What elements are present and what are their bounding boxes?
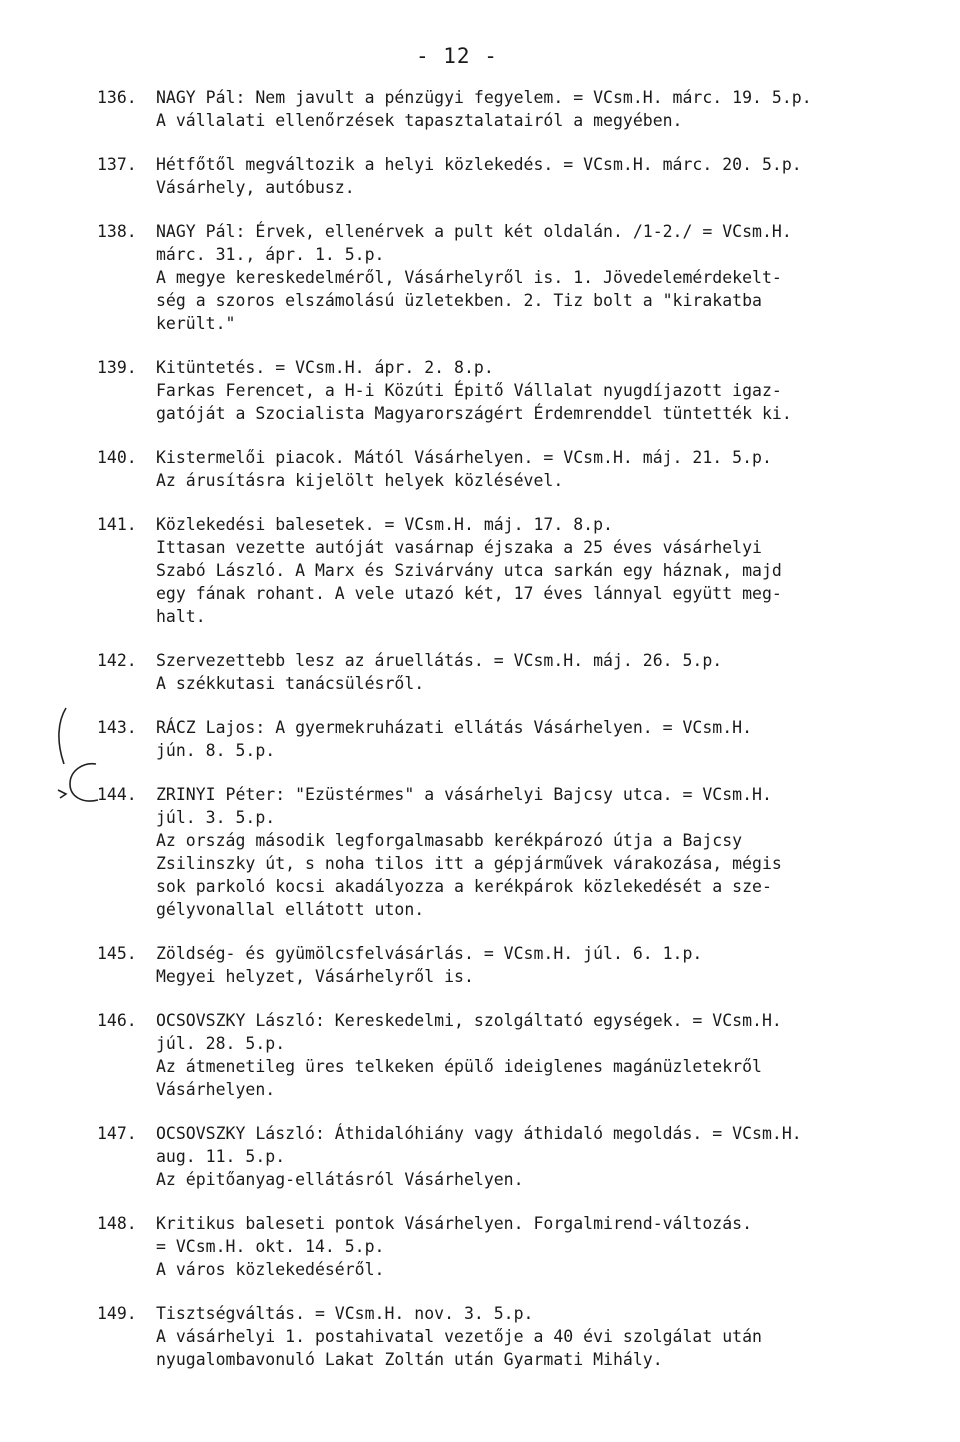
entry (0, 220, 960, 335)
entry-text-line: Az átmenetileg üres telkeken épülő ideiglenes magánüzletekről (156, 1057, 762, 1076)
entry-number: 142. (97, 651, 137, 670)
entry-text-line: ség a szoros elszámolású üzletekben. 2. Tiz bolt a "kirakatba (156, 291, 762, 310)
entry-number: 139. (97, 358, 137, 377)
entry-text-line: Ittasan vezette autóját vasárnap éjszaka a 25 éves vásárhelyi (156, 538, 762, 557)
entry-text-line: Hétfőtől megváltozik a helyi közlekedés. = VCsm.H. márc. 20. 5.p. (156, 155, 802, 174)
entry-text-line: Zöldség- és gyümölcsfelvásárlás. = VCsm.H. júl. 6. 1.p. (156, 944, 703, 963)
entry-text-line: júl. 28. 5.p. (156, 1034, 286, 1053)
entry (0, 153, 960, 199)
entry-text-line: NAGY Pál: Nem javult a pénzügyi fegyelem. = VCsm.H. márc. 19. 5.p. (156, 88, 812, 107)
handwritten-bracket-mark (52, 706, 72, 766)
entry-number: 143. (97, 718, 137, 737)
entry-number: 140. (97, 448, 137, 467)
entry-text-line: halt. (156, 607, 206, 626)
entry-number: 146. (97, 1011, 137, 1030)
entry-text-line: = VCsm.H. okt. 14. 5.p. (156, 1237, 385, 1256)
entry (0, 513, 960, 628)
entry-text-line: Szabó László. A Marx és Szivárvány utca sarkán egy háznak, majd (156, 561, 782, 580)
entry-text-line: került." (156, 314, 236, 333)
entry (0, 942, 960, 988)
entry-text-line: OCSOVSZKY László: Áthidalóhiány vagy áthidaló megoldás. = VCsm.H. (156, 1124, 802, 1143)
entry (0, 716, 960, 762)
entry-text-line: Az ország második legforgalmasabb kerékpározó útja a Bajcsy (156, 831, 743, 850)
entry (0, 86, 960, 132)
entry (0, 446, 960, 492)
entry-number: 138. (97, 222, 137, 241)
entry-text-line: A megye kereskedelméről, Vásárhelyről is. 1. Jövedelemérdekelt- (156, 268, 782, 287)
entry-text-line: júl. 3. 5.p. (156, 808, 276, 827)
entry (0, 1122, 960, 1191)
entry (0, 783, 960, 921)
entry (0, 1212, 960, 1281)
entry-text-line: gatóját a Szocialista Magyarországért Érdemrenddel tüntették ki. (156, 404, 792, 423)
entry-text-line: márc. 31., ápr. 1. 5.p. (156, 245, 385, 264)
entry-text-line: Kritikus baleseti pontok Vásárhelyen. Forgalmirend-változás. (156, 1214, 753, 1233)
entry-text-line: A vállalati ellenőrzések tapasztalatairól a megyében. (156, 111, 683, 130)
entry-text-line: RÁCZ Lajos: A gyermekruházati ellátás Vásárhelyen. = VCsm.H. (156, 718, 753, 737)
entry-text-line: OCSOVSZKY László: Kereskedelmi, szolgáltató egységek. = VCsm.H. (156, 1011, 782, 1030)
entry-text-line: Farkas Ferencet, a H-i Közúti Épitő Vállalat nyugdíjazott igaz- (156, 381, 782, 400)
entry-text-line: aug. 11. 5.p. (156, 1147, 286, 1166)
entry-text-line: Vásárhelyen. (156, 1080, 276, 1099)
entry-text-line: sok parkoló kocsi akadályozza a kerékpárok közlekedését a sze- (156, 877, 772, 896)
entry-number: 148. (97, 1214, 137, 1233)
handwritten-circle-mark (56, 760, 102, 808)
entry-text-line: A székkutasi tanácsülésről. (156, 674, 425, 693)
entry-number: 145. (97, 944, 137, 963)
entry-text-line: Megyei helyzet, Vásárhelyről is. (156, 967, 474, 986)
page-number: - 12 - (416, 44, 498, 68)
entry-number: 137. (97, 155, 137, 174)
entry-text-line: NAGY Pál: Érvek, ellenérvek a pult két oldalán. /1-2./ = VCsm.H. (156, 222, 792, 241)
entry-text-line: Vásárhely, autóbusz. (156, 178, 355, 197)
entry-number: 149. (97, 1304, 137, 1323)
entry-text-line: Kitüntetés. = VCsm.H. ápr. 2. 8.p. (156, 358, 494, 377)
entry (0, 356, 960, 425)
entry-text-line: Az árusításra kijelölt helyek közlésével. (156, 471, 564, 490)
entry-text-line: A város közlekedéséről. (156, 1260, 385, 1279)
entry-text-line: egy fának rohant. A vele utazó két, 17 éves lánnyal együtt meg- (156, 584, 782, 603)
entry-text-line: Közlekedési balesetek. = VCsm.H. máj. 17. 8.p. (156, 515, 613, 534)
entry-number: 144. (97, 785, 137, 804)
entry (0, 649, 960, 695)
entry-text-line: gélyvonallal ellátott uton. (156, 900, 425, 919)
entry (0, 1009, 960, 1101)
entry-text-line: Szervezettebb lesz az áruellátás. = VCsm.H. máj. 26. 5.p. (156, 651, 723, 670)
entry-text-line: nyugalombavonuló Lakat Zoltán után Gyarmati Mihály. (156, 1350, 663, 1369)
entry-text-line: Az épitőanyag-ellátásról Vásárhelyen. (156, 1170, 524, 1189)
entry-text-line: Tisztségváltás. = VCsm.H. nov. 3. 5.p. (156, 1304, 534, 1323)
entry-text-line: ZRINYI Péter: "Ezüstérmes" a vásárhelyi Bajcsy utca. = VCsm.H. (156, 785, 772, 804)
entry (0, 1302, 960, 1371)
entry-text-line: Zsilinszky út, s noha tilos itt a gépjárművek várakozása, mégis (156, 854, 782, 873)
entry-number: 141. (97, 515, 137, 534)
entry-text-line: jún. 8. 5.p. (156, 741, 276, 760)
bibliography-list (0, 86, 960, 1392)
entry-number: 147. (97, 1124, 137, 1143)
entry-text-line: A vásárhelyi 1. postahivatal vezetője a 40 évi szolgálat után (156, 1327, 762, 1346)
entry-text-line: Kistermelői piacok. Mától Vásárhelyen. = VCsm.H. máj. 21. 5.p. (156, 448, 772, 467)
entry-number: 136. (97, 88, 137, 107)
